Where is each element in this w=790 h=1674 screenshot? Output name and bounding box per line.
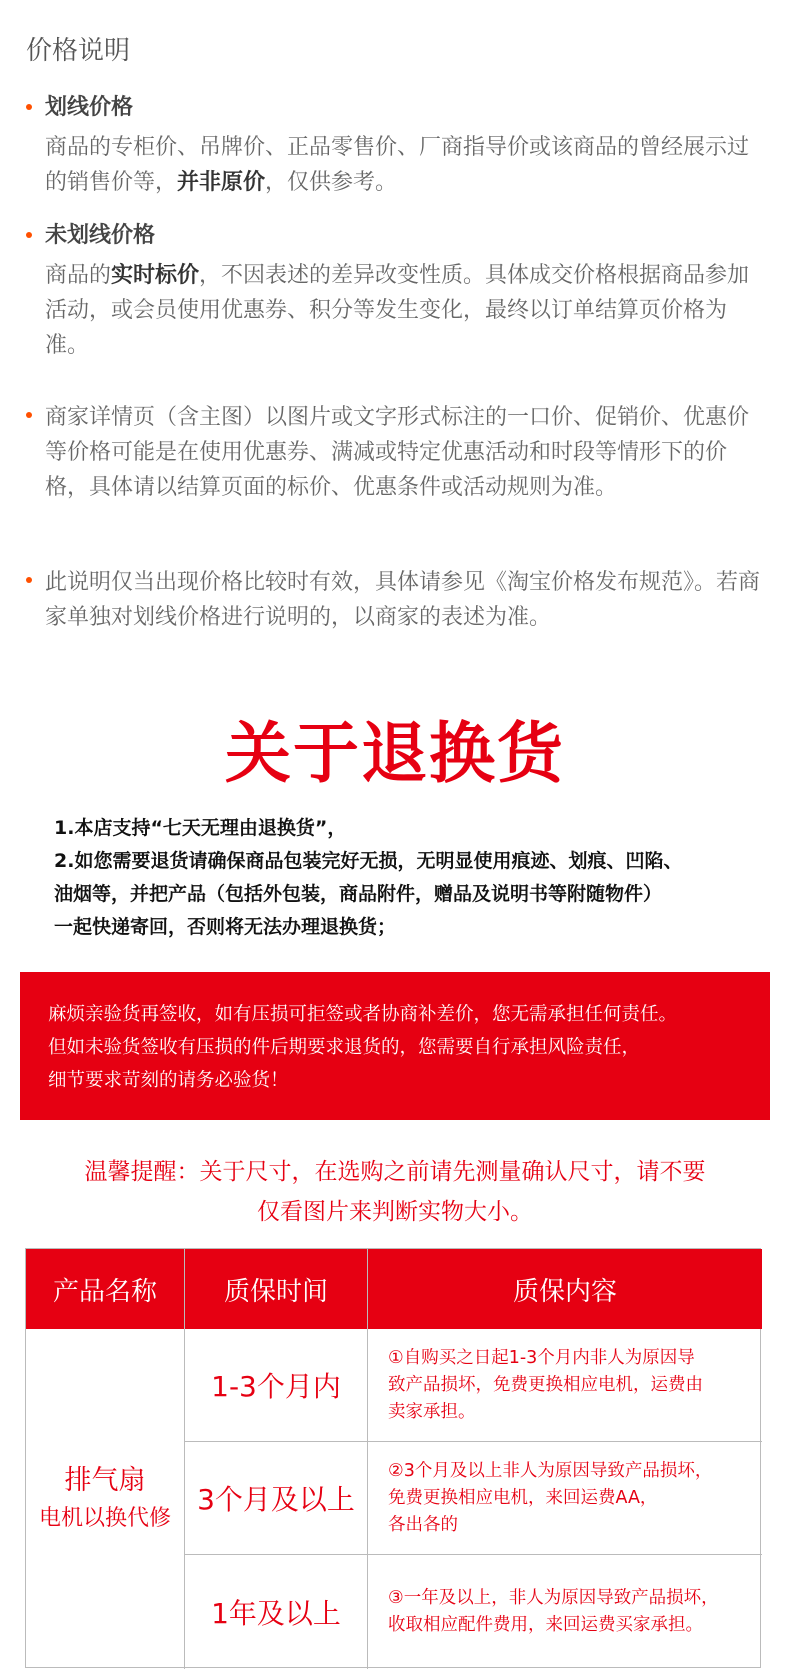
nonstrike-price-heading: 未划线价格 (45, 223, 156, 248)
bullet-dot-icon (26, 104, 32, 110)
content-cell: ①自购买之日起1-3个月内非人为原因导 致产品损坏，免费更换相应电机，运费由 卖家承担。 (388, 1347, 703, 1422)
strike-price-text: 商品的专柜价、吊牌价、正品零售价、厂商指导价或该商品的曾经展示过的销售价等，并非原价，仅供参考。 (45, 135, 750, 195)
bullet-dot-icon (26, 412, 32, 418)
bullet-dot-icon (26, 232, 32, 238)
header-product-name: 产品名称 (26, 1249, 184, 1329)
strike-price-heading: 划线价格 (45, 95, 134, 120)
banner-line: 麻烦亲验货再签收，如有压损可拒签或者协商补差价，您无需承担任何责任。 (48, 1004, 678, 1025)
banner-line: 但如未验货签收有压损的件后期要求退货的，您需要自行承担风险责任， (48, 1037, 641, 1058)
returns-title: 关于退换货 (225, 715, 565, 792)
size-reminder: 温馨提醒：关于尺寸，在选购之前请先测量确认尺寸，请不要 仅看图片来判断实物大小。 (84, 1159, 706, 1225)
validity-note-text: 此说明仅当出现价格比较时有效，具体请参见《淘宝价格发布规范》。若商家单独对划线价格进行说明的，以商家的表述为准。 (45, 570, 761, 630)
strike-price-item (26, 92, 766, 200)
header-warranty-period: 质保时间 (185, 1249, 367, 1329)
product-subtitle: 电机以换代修 (38, 1506, 171, 1531)
content-cell: ②3个月及以上非人为原因导致产品损坏， 免费更换相应电机，来回运费AA， 各出各的 (388, 1460, 713, 1535)
period-cell: 1年及以上 (211, 1597, 341, 1630)
product-name: 排气扇 (64, 1465, 146, 1496)
returns-note-line: 1.本店支持“七天无理由退换货”， (54, 817, 347, 839)
returns-note-line: 一起快递寄回，否则将无法办理退换货； (54, 916, 397, 938)
validity-note-item (26, 565, 766, 635)
header-warranty-content: 质保内容 (368, 1249, 762, 1329)
nonstrike-price-item (26, 220, 766, 363)
price-explanation-title: 价格说明 (26, 36, 131, 66)
returns-note-line: 2.如您需要退货请确保商品包装完好无损，无明显使用痕迹、划痕、凹陷、 (54, 850, 683, 872)
detail-page-price-item (26, 400, 766, 505)
returns-note-line: 油烟等，并把产品（包括外包装，商品附件，赠品及说明书等附随物件） (54, 883, 663, 905)
returns-notes (54, 812, 774, 944)
product-cell (26, 1329, 184, 1669)
content-cell: ③一年及以上，非人为原因导致产品损坏， 收取相应配件费用，来回运费买家承担。 (388, 1588, 719, 1635)
inspection-warning-banner (20, 972, 770, 1120)
period-cell: 1-3个月内 (211, 1370, 341, 1403)
bullet-dot-icon (26, 577, 32, 583)
banner-line: 细节要求苛刻的请务必验货！ (48, 1070, 289, 1091)
price-explanation-section (0, 0, 790, 650)
period-cell: 3个月及以上 (197, 1483, 355, 1516)
nonstrike-price-text: 商品的实时标价，不因表述的差异改变性质。具体成交价格根据商品参加活动，或会员使用优惠券、积分等发生变化，最终以订单结算页价格为准。 (45, 263, 750, 358)
warranty-table (25, 1248, 761, 1668)
detail-page-price-text: 商家详情页（含主图）以图片或文字形式标注的一口价、促销价、优惠价等价格可能是在使用优惠券、满减或特定优惠活动和时段等情形下的价格，具体请以结算页面的标价、优惠条件或活动规则为准。 (45, 405, 750, 500)
